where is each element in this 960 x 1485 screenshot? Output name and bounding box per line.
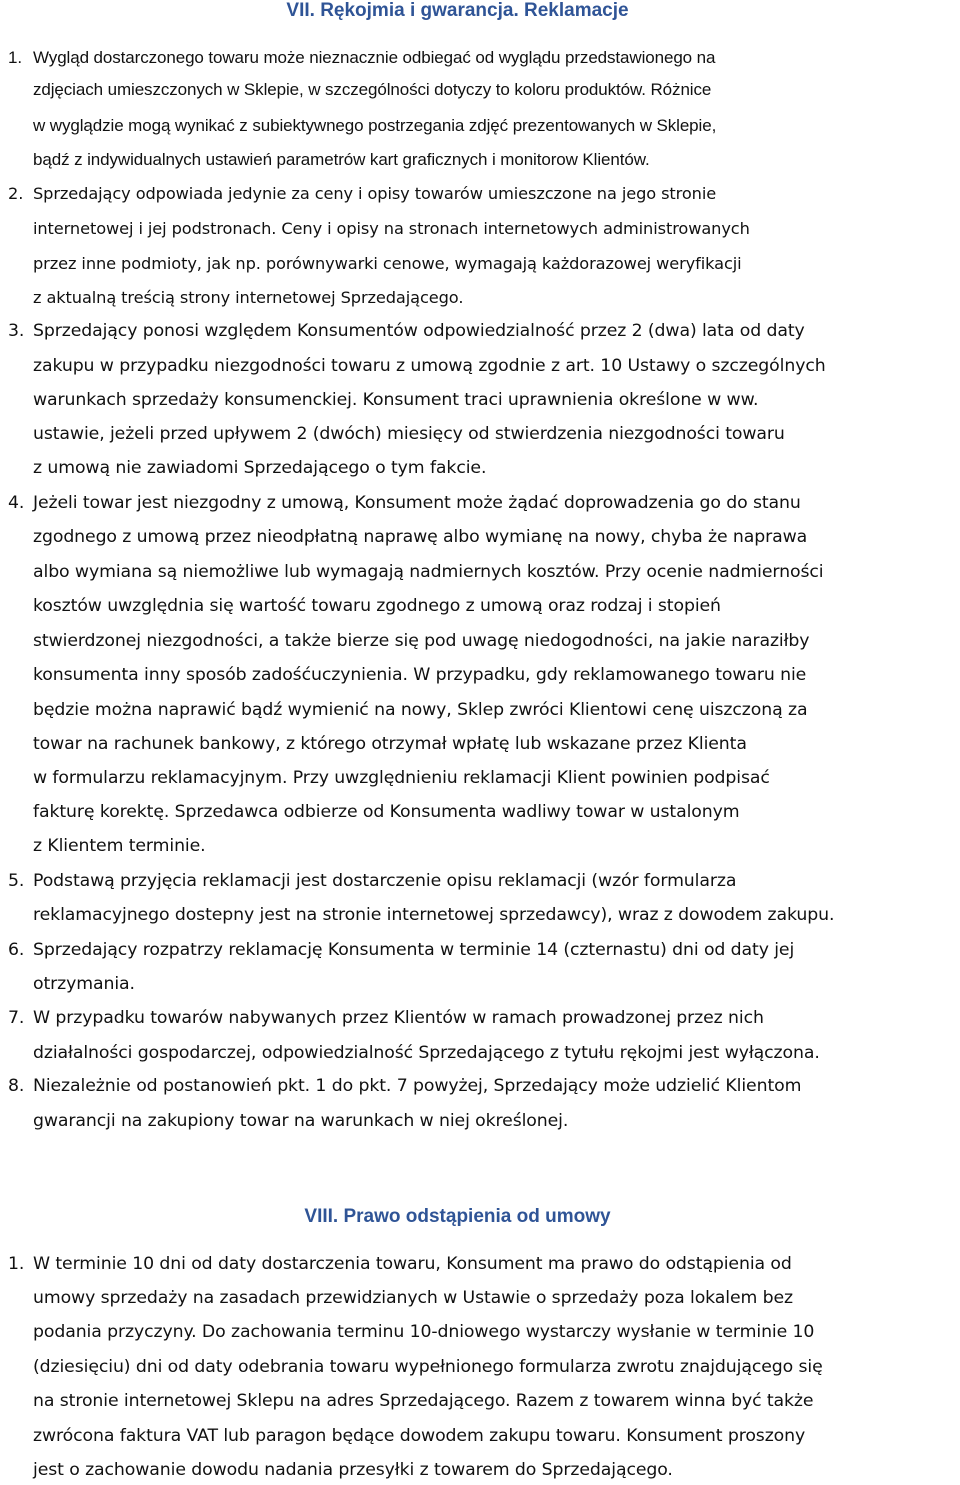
section-vii-line-text: ustawie, jeżeli przed upływem 2 (dwóch) miesięcy od stwierdzenia niezgodności towaru [33, 424, 785, 444]
section-vii-item-number: 5. [8, 871, 25, 891]
section-vii-line-text: w wyglądzie mogą wynikać z subiektywnego postrzegania zdjęć prezentowanych w Sklepie, [33, 116, 717, 135]
section-viii-title: VIII. Prawo odstąpienia od umowy [304, 1206, 611, 1227]
section-vii-line-text: w formularzu reklamacyjnym. Przy uwzględnieniu reklamacji Klient powinien podpisać [33, 768, 770, 788]
section-vii-line-text: zakupu w przypadku niezgodności towaru z umową zgodnie z art. 10 Ustawy o szczególnych [33, 356, 826, 376]
section-viii-item-number: 1. [8, 1254, 25, 1274]
section-vii-line-text: albo wymiana są niemożliwe lub wymagają nadmiernych kosztów. Przy ocenie nadmierności [33, 562, 824, 582]
section-vii-line-text: Jeżeli towar jest niezgodny z umową, Konsument może żądać doprowadzenia go do stanu [33, 493, 801, 513]
section-vii-line-text: kosztów uwzględnia się wartość towaru zgodnego z umową oraz rodzaj i stopień [33, 596, 721, 616]
section-vii-item-number: 7. [8, 1008, 25, 1028]
section-vii-item-number: 2. [8, 184, 24, 203]
section-viii-line-text: jest o zachowanie dowodu nadania przesyłki z towarem do Sprzedającego. [33, 1460, 673, 1480]
section-viii-line-text: (dziesięciu) dni od daty odebrania towaru wypełnionego formularza zwrotu znajdującego się [33, 1357, 823, 1377]
section-vii-line-text: Sprzedający rozpatrzy reklamację Konsumenta w terminie 14 (czternastu) dni od daty jej [33, 940, 795, 960]
section-vii-line-text: reklamacyjnego dostepny jest na stronie internetowej sprzedawcy), wraz z dowodem zakupu. [33, 905, 835, 925]
section-vii-item-number: 4. [8, 493, 25, 513]
section-vii-item-number: 8. [8, 1076, 25, 1096]
section-vii-line-text: internetowej i jej podstronach. Ceny i opisy na stronach internetowych administrowanych [33, 219, 750, 238]
section-vii-line-text: z aktualną treścią strony internetowej Sprzedającego. [33, 288, 464, 307]
section-vii-line-text: towar na rachunek bankowy, z którego otrzymał wpłatę lub wskazane przez Klienta [33, 734, 747, 754]
section-vii-line-text: działalności gospodarczej, odpowiedzialność Sprzedającego z tytułu rękojmi jest wyłączona. [33, 1043, 820, 1063]
section-vii-item-number: 6. [8, 940, 25, 960]
section-vii-line-text: W przypadku towarów nabywanych przez Klientów w ramach prowadzonej przez nich [33, 1008, 764, 1028]
section-vii-title: VII. Rękojmia i gwarancja. Reklamacje [286, 0, 629, 21]
section-viii-line-text: na stronie internetowej Sklepu na adres Sprzedającego. Razem z towarem winna być także [33, 1391, 814, 1411]
section-viii-line-text: zwrócona faktura VAT lub paragon będące dowodem zakupu towaru. Konsument proszony [33, 1426, 806, 1446]
section-vii-line-text: gwarancji na zakupiony towar na warunkach w niej określonej. [33, 1111, 569, 1131]
section-viii-line-text: W terminie 10 dni od daty dostarczenia towaru, Konsument ma prawo do odstąpienia od [33, 1254, 792, 1274]
section-vii-line-text: konsumenta inny sposób zadośćuczynienia. W przypadku, gdy reklamowanego towaru nie [33, 665, 807, 685]
section-vii-line-text: Sprzedający ponosi względem Konsumentów odpowiedzialność przez 2 (dwa) lata od daty [33, 321, 805, 341]
section-vii-line-text: Niezależnie od postanowień pkt. 1 do pkt. 7 powyżej, Sprzedający może udzielić Klientom [33, 1076, 802, 1096]
section-vii-line-text: fakturę korektę. Sprzedawca odbierze od Konsumenta wadliwy towar w ustalonym [33, 802, 740, 822]
section-vii-line-text: Podstawą przyjęcia reklamacji jest dostarczenie opisu reklamacji (wzór formularza [33, 871, 737, 891]
section-vii-line-text: będzie można naprawić bądź wymienić na nowy, Sklep zwróci Klientowi cenę uiszczoną za [33, 700, 808, 720]
section-vii-line-text: zdjęciach umieszczonych w Sklepie, w szczególności dotyczy to koloru produktów. Różnice [33, 80, 712, 99]
section-vii-line-text: stwierdzonej niezgodności, a także bierze się pod uwagę niedogodności, na jakie naraziłby [33, 631, 810, 651]
section-vii-item-number: 3. [8, 321, 25, 341]
section-viii-line-text: umowy sprzedaży na zasadach przewidzianych w Ustawie o sprzedaży poza lokalem bez [33, 1288, 794, 1308]
section-vii-line-text: warunkach sprzedaży konsumenckiej. Konsument traci uprawnienia określone w ww. [33, 390, 759, 410]
section-viii-line-text: podania przyczyny. Do zachowania terminu 10-dniowego wystarczy wysłanie w terminie 10 [33, 1322, 815, 1342]
section-vii-line-text: otrzymania. [33, 974, 135, 994]
section-vii-line-text: przez inne podmioty, jak np. porównywarki cenowe, wymagają każdorazowej weryfikacji [33, 254, 742, 273]
section-vii-item-number: 1. [8, 48, 22, 67]
section-vii-line-text: z umową nie zawiadomi Sprzedającego o tym fakcie. [33, 458, 487, 478]
section-vii-line-text: bądź z indywidualnych ustawień parametrów kart graficznych i monitorow Klientów. [33, 150, 650, 169]
section-vii-line-text: Sprzedający odpowiada jedynie za ceny i opisy towarów umieszczone na jego stronie [33, 184, 717, 203]
section-vii-line-text: z Klientem terminie. [33, 836, 206, 856]
section-vii-line-text: Wygląd dostarczonego towaru może nieznacznie odbiegać od wyglądu przedstawionego na [33, 48, 716, 67]
section-vii-line-text: zgodnego z umową przez nieodpłatną naprawę albo wymianę na nowy, chyba że naprawa [33, 527, 808, 547]
